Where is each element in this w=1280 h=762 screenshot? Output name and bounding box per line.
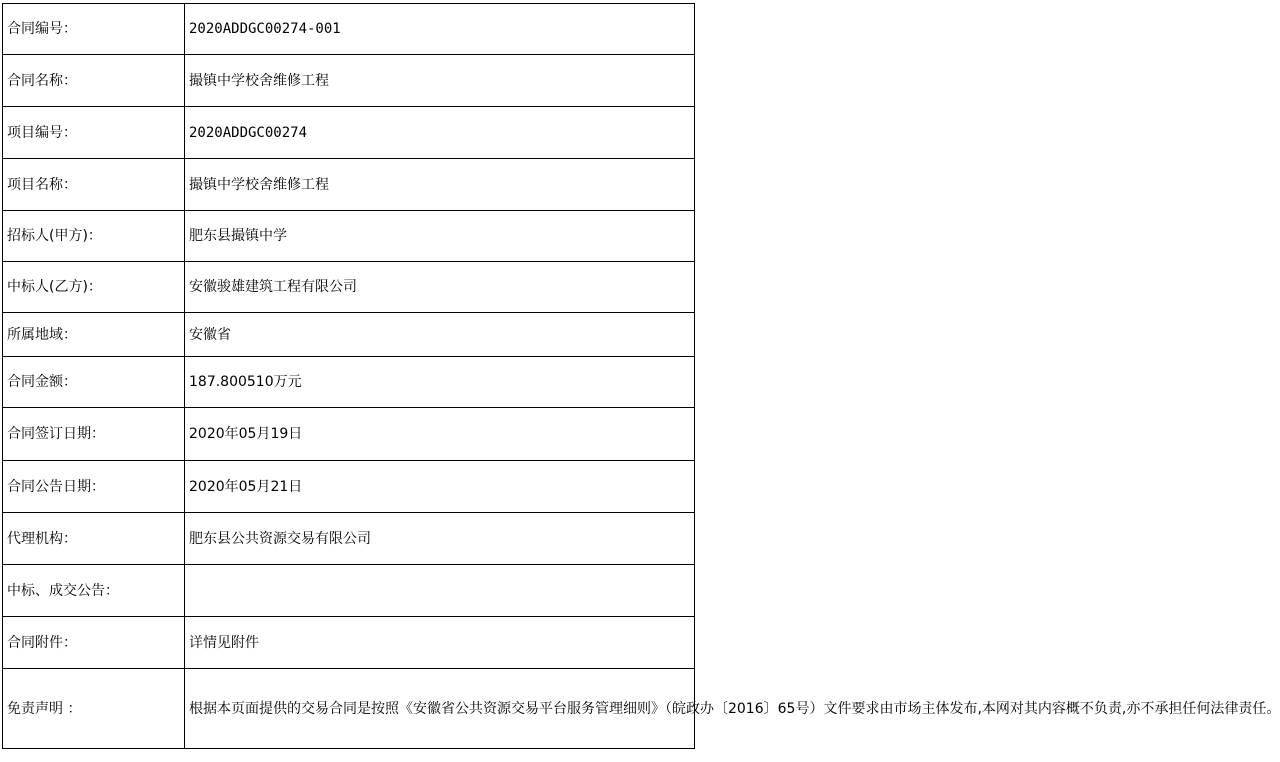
announcement-date-label: 合同公告日期： [3,461,185,513]
row-project-number [3,107,695,159]
project-name-label: 项目名称： [3,159,185,211]
contract-amount-value: 187.800510万元 [185,357,695,408]
tenderer-label: 招标人(甲方)： [3,211,185,262]
award-notice-value [185,565,695,617]
row-winning-bidder [3,262,695,313]
row-contract-number [3,4,695,55]
region-value: 安徽省 [185,313,695,357]
attachment-value: 详情见附件 [185,617,695,669]
row-contract-name [3,55,695,107]
project-name-value: 撮镇中学校舍维修工程 [185,159,695,211]
row-attachment [3,617,695,669]
winning-bidder-label: 中标人(乙方)： [3,262,185,313]
agency-value: 肥东县公共资源交易有限公司 [185,513,695,565]
disclaimer-label: 免责声明 ： [3,669,185,749]
winning-bidder-value: 安徽骏雄建筑工程有限公司 [185,262,695,313]
attachment-label: 合同附件： [3,617,185,669]
row-contract-amount [3,357,695,408]
award-notice-label: 中标、成交公告： [3,565,185,617]
row-award-notice [3,565,695,617]
disclaimer-text: 根据本页面提供的交易合同是按照《安徽省公共资源交易平台服务管理细则》（皖政办〔2016〕65号）文件要求由市场主体发布,本网对其内容概不负责,亦不承担任何法律责任。 [185,669,695,749]
region-label: 所属地域： [3,313,185,357]
agency-label: 代理机构： [3,513,185,565]
contract-name-label: 合同名称： [3,55,185,107]
announcement-date-value: 2020年05月21日 [185,461,695,513]
contract-number-label: 合同编号： [3,4,185,55]
row-tenderer [3,211,695,262]
row-project-name [3,159,695,211]
tenderer-value: 肥东县撮镇中学 [185,211,695,262]
contract-name-value: 撮镇中学校舍维修工程 [185,55,695,107]
row-disclaimer [3,669,695,749]
project-number-label: 项目编号： [3,107,185,159]
contract-amount-label: 合同金额： [3,357,185,408]
signing-date-label: 合同签订日期： [3,408,185,461]
contract-number-value: 2020ADDGC00274-001 [185,4,695,55]
contract-info-table [2,3,1280,749]
project-number-value: 2020ADDGC00274 [185,107,695,159]
row-agency [3,513,695,565]
row-region [3,313,695,357]
row-announcement-date [3,461,695,513]
row-signing-date [3,408,695,461]
signing-date-value: 2020年05月19日 [185,408,695,461]
